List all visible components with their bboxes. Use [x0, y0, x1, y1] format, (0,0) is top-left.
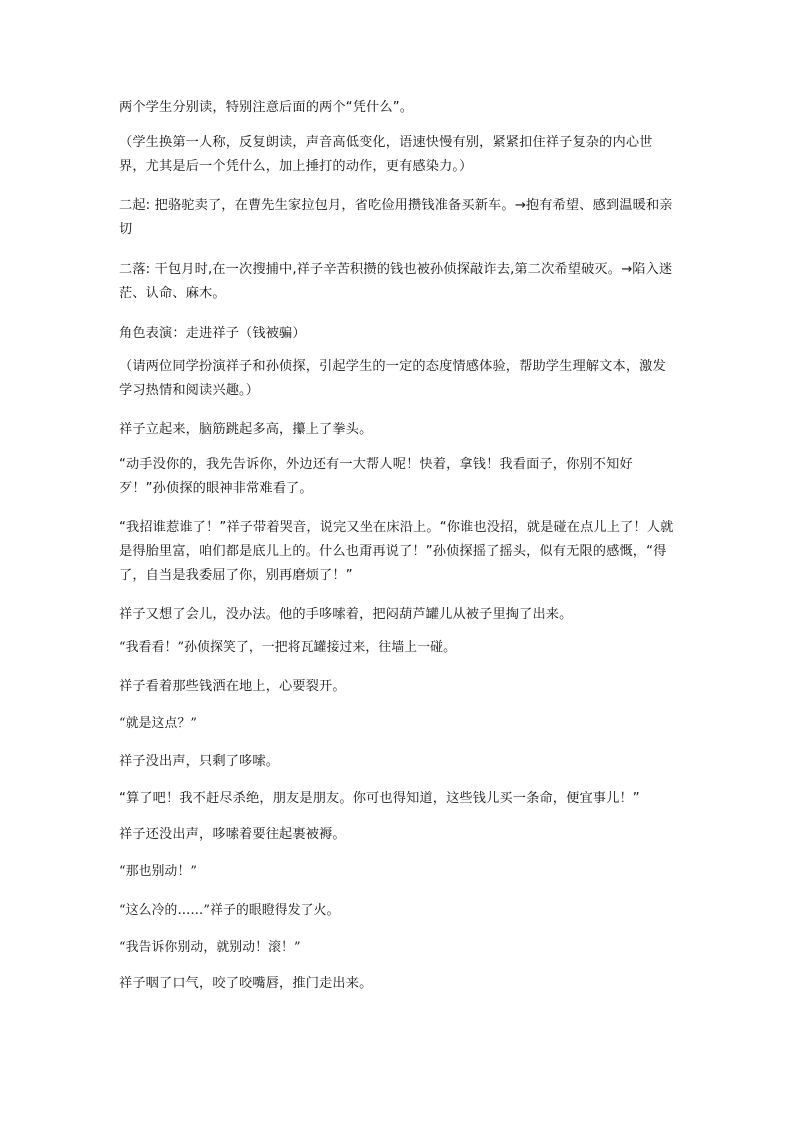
- paragraph-role-play-title: 角色表演：走进祥子（钱被骗）: [119, 326, 306, 341]
- paragraph-story-6: 祥子看着那些钱洒在地上，心要裂开。: [119, 679, 346, 694]
- paragraph-teaching-note: （学生换第一人称，反复朗读，声音高低变化，语速快慢有别，紧紧扣住祥子复杂的内心世界，尤其是后一个凭什么，加上捶打的动作，更有感染力。）: [119, 135, 653, 174]
- paragraph-story-14: 祥子咽了口气，咬了咬嘴唇，推门走出来。: [119, 976, 373, 991]
- paragraph-story-8: 祥子没出声，只剩了哆嗦。: [119, 754, 280, 769]
- paragraph-story-1: 祥子立起来，脑筋跳起多高，攥上了拳头。: [119, 422, 373, 437]
- paragraph-story-12: “这么冷的……”祥子的眼瞪得发了火。: [119, 903, 340, 918]
- paragraph-role-play-note: （请两位同学扮演祥子和孙侦探，引起学生的一定的态度情感体验，帮助学生理解文本，激发学习热情和阅读兴趣。）: [119, 359, 666, 398]
- paragraph-story-4: 祥子又想了会儿，没办法。他的手哆嗦着，把闷葫芦罐儿从被子里掏了出来。: [119, 607, 573, 622]
- paragraph-story-2: “动手没你的，我先告诉你，外边还有一大帮人呢！快着，拿钱！我看面子，你别不知好歹！”孙侦探的眼神非常难看了。: [119, 457, 633, 496]
- paragraph-story-5: “我看看！”孙侦探笑了，一把将瓦罐接过来，往墙上一碰。: [119, 640, 457, 655]
- paragraph-story-9: “算了吧！我不赶尽杀绝，朋友是朋友。你可也得知道，这些钱儿买一条命，便宜事儿！”: [119, 791, 640, 806]
- paragraph-story-10: 祥子还没出声，哆嗦着要往起裹被褥。: [119, 827, 346, 842]
- paragraph-story-11: “那也别动！”: [119, 864, 198, 879]
- paragraph-instruction: 两个学生分别读，特别注意后面的两个“凭什么”。: [119, 100, 414, 115]
- paragraph-story-3: “我招谁惹谁了！”祥子带着哭音，说完又坐在床沿上。“你谁也没招，就是碰在点儿上了！人就是得胎里富，咱们都是底儿上的。什么也甭再说了！”孙侦探摇了摇头，似有无限的感慨，“得了，自当是我委屈了你，别再磨烦了！”: [119, 520, 674, 583]
- paragraph-second-rise: 二起: 把骆驼卖了，在曹先生家拉包月，省吃俭用攒钱准备买新车。→抱有希望、感到温暖和亲切: [119, 198, 673, 237]
- paragraph-story-13: “我告诉你别动，就别动！滚！”: [119, 940, 301, 955]
- paragraph-second-fall: 二落: 干包月时,在一次搜捕中,祥子辛苦积攒的钱也被孙侦探敲诈去,第二次希望破灭。→陷入迷茫、认命、麻木。: [119, 262, 673, 301]
- paragraph-story-7: “就是这点？”: [119, 716, 198, 731]
